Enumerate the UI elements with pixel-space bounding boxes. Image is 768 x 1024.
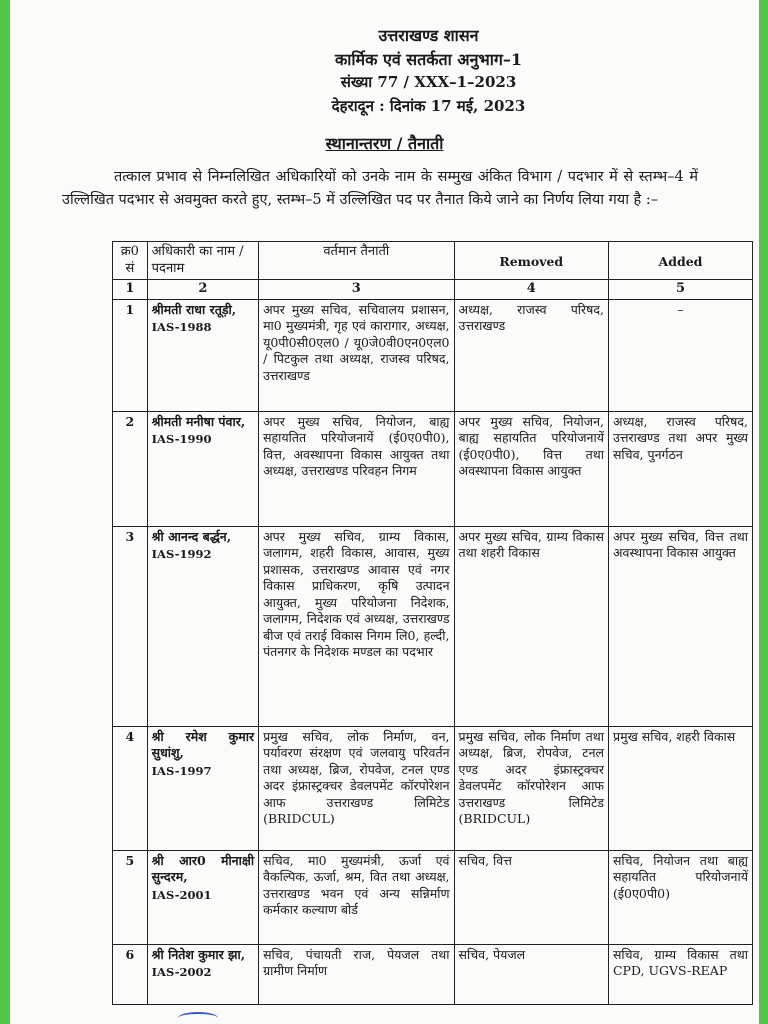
column-number: 3 [259,280,454,300]
removed-posting: अध्यक्ष, राजस्व परिषद, उत्तराखण्ड [454,299,608,411]
column-number-row [113,280,753,300]
officer-name-cell [147,726,258,850]
header-place-date: देहरादून : दिनांक 17 मई, 2023 [331,97,526,115]
officer-name-cell [147,850,258,944]
table-row [113,850,753,944]
officer-ias-batch: IAS-1992 [151,547,212,561]
officer-ias-batch: IAS-1990 [151,432,212,446]
removed-posting: प्रमुख सचिव, लोक निर्माण तथा अध्यक्ष, ब्रिज, रोपवेज, टनल एण्ड अदर इंफ्रास्ट्रक्चर डेवलपमेंट कॉरपोरेशन आफ उत्तराखण्ड लिमिटेड (BRIDCUL) [454,726,608,850]
officer-ias-batch: IAS-2001 [151,887,212,902]
officer-name-cell [147,411,258,526]
signature-stroke [178,1012,218,1024]
column-number: 5 [608,280,752,300]
serial-number: 4 [113,726,148,850]
officer-name-cell [147,526,258,726]
removed-posting: सचिव, वित्त [454,850,608,944]
officer-ias-batch: IAS-2002 [151,965,212,979]
serial-number: 6 [113,944,148,1004]
current-posting: प्रमुख सचिव, लोक निर्माण, वन, पर्यावरण संरक्षण एवं जलवायु परिवर्तन तथा अध्यक्ष, ब्रिज, रोपवेज, टनल एण्ड अदर इंफ्रास्ट्रक्चर डेवलपमेंट कॉरपोरेशन आफ उत्तराखण्ड लिमिटेड (BRIDCUL) [259,726,454,850]
officer-name: श्री नितेश कुमार झा, [151,946,246,962]
serial-number: 3 [113,526,148,726]
header-added: Added [608,242,752,280]
removed-posting: सचिव, पेयजल [454,944,608,1004]
officer-name: श्री रमेश कुमार सुधांशु, [151,728,255,760]
column-number: 2 [147,280,258,300]
header-serial: क्र0 सं [113,242,148,280]
officer-ias-batch: IAS-1997 [151,763,212,778]
officer-name: श्रीमती मनीषा पंवार, [151,413,246,429]
header-current-posting: वर्तमान तैनाती [259,242,454,280]
serial-number: 5 [113,850,148,944]
serial-number: 1 [113,299,148,411]
table-row [113,526,753,726]
subject-heading: स्थानान्तरण / तैनाती [325,134,444,153]
table-row [113,726,753,850]
left-green-border [0,0,10,1024]
transfer-table [112,241,753,1005]
header-officer-name: अधिकारी का नाम / पदनाम [147,242,258,280]
removed-posting: अपर मुख्य सचिव, नियोजन, बाह्य सहायतित परियोजनायें (ई0ए0पी0), वित्त तथा अवस्थापना विकास आयुक्त [454,411,608,526]
intro-paragraph: तत्काल प्रभाव से निम्नलिखित अधिकारियों को उनके नाम के सम्मुख अंकित विभाग / पदभार में से स्तम्भ–4 में उल्लिखित पदभार से अवमुक्त करते हुए, स्तम्भ–5 में उल्लिखित पद पर तैनात किये जाने का निर्णय लिया गया है :– [62,169,698,208]
added-posting: सचिव, ग्राम्य विकास तथा CPD, UGVS-REAP [608,944,752,1004]
current-posting: अपर मुख्य सचिव, नियोजन, बाह्य सहायतित परियोजनायें (ई0ए0पी0), वित्त, अवस्थापना विकास आयुक्त तथा अध्यक्ष, उत्तराखण्ड परिवहन निगम [259,411,454,526]
header-department: कार्मिक एवं सतर्कता अनुभाग–1 [334,50,522,69]
added-posting: सचिव, नियोजन तथा बाह्य सहायतित परियोजनायें (ई0ए0पी0) [608,850,752,944]
added-posting: प्रमुख सचिव, शहरी विकास [608,726,752,850]
current-posting: अपर मुख्य सचिव, ग्राम्य विकास, जलागम, शहरी विकास, आवास, मुख्य प्रशासक, उत्तराखण्ड आवास एवं नगर विकास प्राधिकरण, कृषि उत्पादन आयुक्त, मुख्य परियोजना निदेशक, जलागम, निदेशक एवं अध्यक्ष, उत्तराखण्ड बीज एवं तराई विकास निगम लि0, हल्दी, पंतनगर के निदेशक मण्डल का पदभार [259,526,454,726]
officer-ias-batch: IAS-1988 [151,320,212,334]
current-posting: अपर मुख्य सचिव, सचिवालय प्रशासन, मा0 मुख्यमंत्री, गृह एवं कारागार, अध्यक्ष, यू0पी0सी0एल0 / यू0जे0वी0एन0एल0 / पिटकुल तथा अध्यक्ष, राजस्व परिषद, उत्तराखण्ड [259,299,454,411]
officer-name: श्री आर0 मीनाक्षी सुन्दरम, [151,852,255,884]
table-row [113,299,753,411]
officer-name-cell [147,944,258,1004]
officer-name-cell [147,299,258,411]
header-removed: Removed [454,242,608,280]
column-number: 4 [454,280,608,300]
officer-name: श्री आनन्द बर्द्धन, [151,528,232,544]
current-posting: सचिव, मा0 मुख्यमंत्री, ऊर्जा एवं वैकल्पिक, ऊर्जा, श्रम, वित तथा अध्यक्ष, उत्तराखण्ड भवन एवं अन्य सन्निर्माण कर्मकार कल्याण बोर्ड [259,850,454,944]
header-government: उत्तराखण्ड शासन [378,26,479,45]
added-posting: अपर मुख्य सचिव, वित्त तथा अवस्थापना विकास आयुक्त [608,526,752,726]
document-page [10,0,759,1024]
table-header-row [113,242,753,280]
removed-posting: अपर मुख्य सचिव, ग्राम्य विकास तथा शहरी विकास [454,526,608,726]
added-posting: अध्यक्ष, राजस्व परिषद, उत्तराखण्ड तथा अपर मुख्य सचिव, पुनर्गठन [608,411,752,526]
officer-name: श्रीमती राधा रतूड़ी, [151,301,237,317]
column-number: 1 [113,280,148,300]
table-row [113,944,753,1004]
header-order-number: संख्या 77 / XXX–1–2023 [340,73,517,91]
added-posting: – [608,299,752,411]
current-posting: सचिव, पंचायती राज, पेयजल तथा ग्रामीण निर्माण [259,944,454,1004]
right-green-border [759,0,768,1024]
serial-number: 2 [113,411,148,526]
table-row [113,411,753,526]
